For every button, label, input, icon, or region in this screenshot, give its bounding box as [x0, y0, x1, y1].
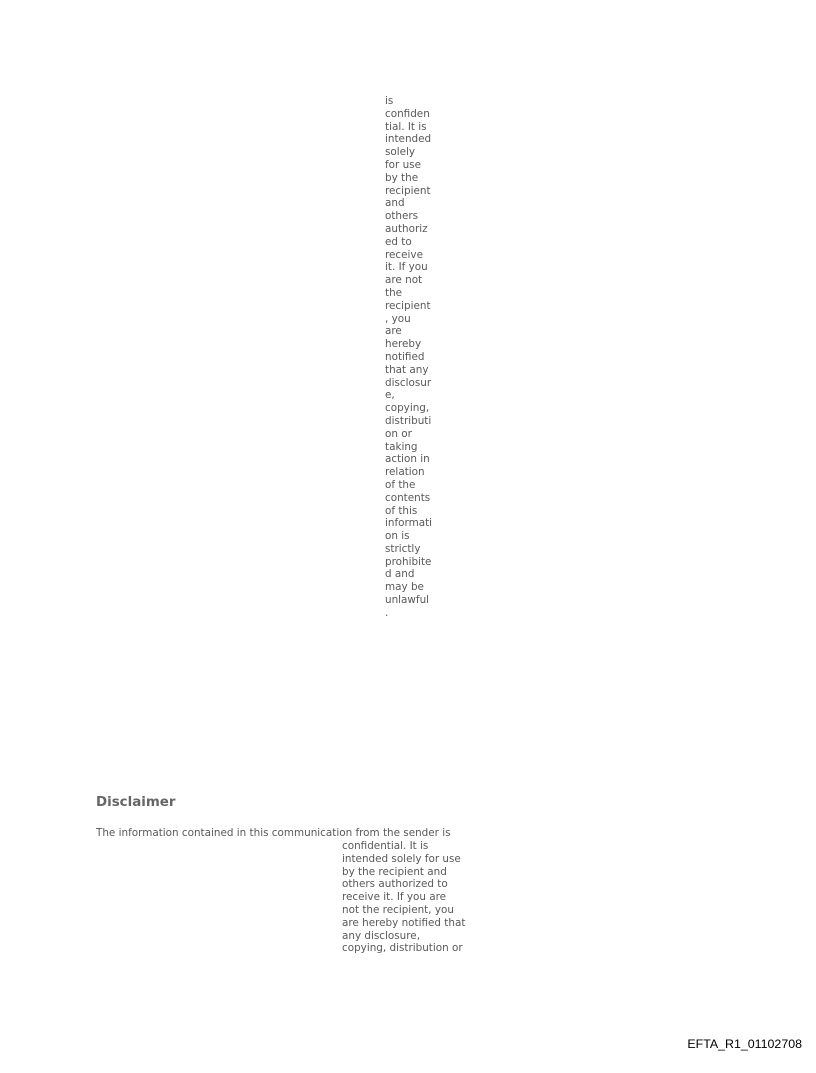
text-line: , you	[385, 312, 411, 325]
document-id: EFTA_R1_01102708	[687, 1037, 802, 1051]
text-line: on is	[385, 530, 410, 543]
text-line: contents	[385, 491, 431, 504]
text-line: copying,	[385, 402, 430, 415]
text-line: by the recipient and	[342, 865, 447, 878]
text-line: authoriz	[385, 222, 428, 235]
text-line: by the	[385, 171, 419, 184]
text-line: for use	[385, 158, 421, 171]
text-line: it. If you	[385, 261, 428, 274]
text-line: confidential. It is	[342, 840, 429, 852]
text-line: taking	[385, 440, 418, 453]
text-line: intended	[385, 133, 432, 146]
text-line: d and	[385, 568, 415, 581]
narrow-disclaimer-text	[385, 95, 445, 620]
text-line: not the recipient, you	[342, 903, 454, 916]
text-line: that any	[385, 363, 429, 376]
text-line: intended solely for use	[342, 852, 461, 865]
text-line: e,	[385, 389, 395, 402]
text-line: hereby	[385, 338, 422, 351]
disclaimer-heading: Disclaimer	[96, 795, 176, 810]
text-line: are	[385, 325, 402, 338]
text-line: relation	[385, 466, 425, 479]
text-line: ed to	[385, 235, 412, 248]
disclaimer-first-line: The information contained in this communication from the sender is	[96, 827, 451, 839]
text-line: are not	[385, 274, 423, 287]
text-line: tial. It is	[385, 120, 427, 133]
text-line: others	[385, 210, 419, 223]
text-line: disclosur	[385, 376, 432, 389]
text-line: strictly	[385, 542, 421, 555]
text-line: are hereby notified that	[342, 916, 466, 929]
text-line: recipient	[385, 184, 431, 197]
text-line: of this	[385, 504, 418, 517]
text-line: and	[385, 197, 405, 210]
disclaimer-body	[342, 840, 465, 955]
text-line: copying, distribution or	[342, 942, 463, 955]
text-line: receive	[385, 248, 423, 261]
text-line: on or	[385, 427, 412, 440]
text-line: prohibite	[385, 555, 432, 568]
text-line: any disclosure,	[342, 929, 420, 942]
text-line: distributi	[385, 414, 432, 427]
text-line: informati	[385, 517, 433, 530]
text-line: is	[385, 95, 394, 107]
text-line: action in	[385, 453, 430, 466]
text-line: unlawful	[385, 594, 430, 607]
text-line: the	[385, 286, 403, 299]
text-line: receive it. If you are	[342, 891, 447, 904]
text-line: recipient	[385, 299, 431, 312]
text-line: others authorized to	[342, 878, 448, 891]
text-line: solely	[385, 146, 416, 159]
text-line: .	[385, 606, 389, 619]
text-line: may be	[385, 581, 424, 594]
text-line: notified	[385, 350, 425, 363]
text-line: of the	[385, 478, 416, 491]
text-line: confiden	[385, 107, 430, 120]
